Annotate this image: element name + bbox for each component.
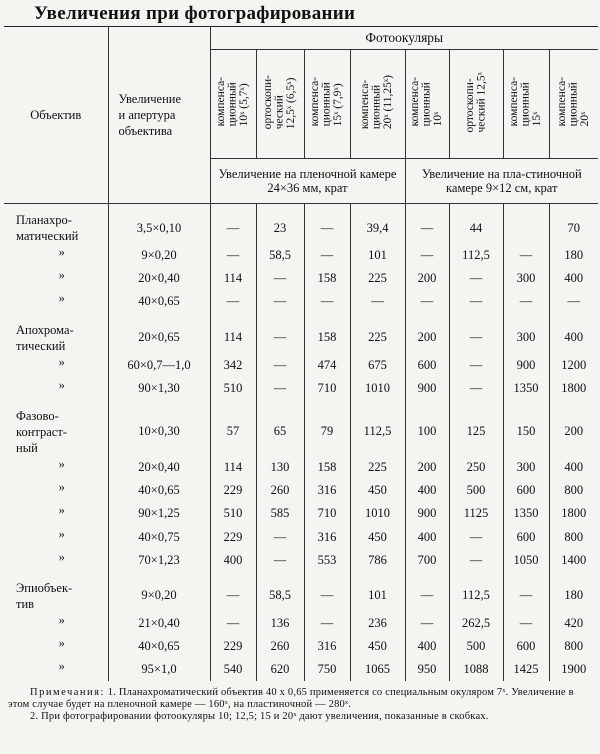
value-cell: 44 <box>449 212 503 244</box>
value-cell: 786 <box>350 549 405 572</box>
value-cell: 675 <box>350 354 405 377</box>
magnification-header: Увеличение и апертура объектива <box>108 27 210 204</box>
magnification-cell: 21×0,40 <box>108 612 210 635</box>
table-body <box>4 204 598 682</box>
value-cell: 1010 <box>350 377 405 400</box>
value-cell: 316 <box>304 526 350 549</box>
value-cell: 500 <box>449 479 503 502</box>
value-cell: 1050 <box>503 549 549 572</box>
value-cell: 130 <box>256 456 304 479</box>
magnification-cell: 60×0,7—1,0 <box>108 354 210 377</box>
value-cell: — <box>449 354 503 377</box>
value-cell <box>503 212 549 244</box>
value-cell: 65 <box>256 408 304 456</box>
magnification-cell: 20×0,40 <box>108 267 210 290</box>
magnification-table <box>4 26 598 681</box>
table-row <box>4 658 598 681</box>
eyepiece-col-label: ортоскопи- ческий 12,5ˣ (6,5ˣ) <box>261 74 297 130</box>
value-cell: 800 <box>564 529 584 544</box>
value-cell: 585 <box>256 502 304 525</box>
value-cell: 600 <box>503 479 549 502</box>
objective-name: Планахро- матический <box>4 212 108 244</box>
value-cell: 200 <box>405 456 449 479</box>
value-cell: 1065 <box>350 658 405 681</box>
magnification-cell: 20×0,65 <box>108 322 210 354</box>
magnification-cell: 20×0,40 <box>108 456 210 479</box>
value-cell: 125 <box>449 408 503 456</box>
value-cell: 900 <box>405 377 449 400</box>
value-cell: 450 <box>350 635 405 658</box>
value-cell: 300 <box>503 322 549 354</box>
value-cell: 800 <box>564 483 584 498</box>
value-cell: 900 <box>503 354 549 377</box>
value-cell: 136 <box>256 612 304 635</box>
value-cell: 950 <box>405 658 449 681</box>
value-cell: — <box>256 549 304 572</box>
eyepiece-col-label: компенса- ционный 15ˣ <box>507 77 543 127</box>
value-cell: — <box>405 290 449 313</box>
value-cell: 101 <box>350 244 405 267</box>
value-cell: — <box>405 212 449 244</box>
value-cell: 400 <box>210 549 256 572</box>
magnification-cell: 90×1,30 <box>108 377 210 400</box>
value-cell: 58,5 <box>256 244 304 267</box>
magnification-cell: 40×0,75 <box>108 526 210 549</box>
value-cell: — <box>304 290 350 313</box>
ditto-mark: » <box>4 290 108 313</box>
value-cell: 23 <box>256 212 304 244</box>
eyepiece-col-label: ортоскопи- ческий 12,5ˣ <box>463 71 487 133</box>
value-cell: 112,5 <box>350 408 405 456</box>
table-row <box>4 354 598 377</box>
value-cell: 1425 <box>503 658 549 681</box>
value-cell: — <box>304 580 350 612</box>
magnification-cell: 3,5×0,10 <box>108 212 210 244</box>
value-cell: — <box>210 244 256 267</box>
value-cell: 1200 <box>561 357 587 372</box>
table-row <box>4 322 598 354</box>
magnification-cell: 40×0,65 <box>108 290 210 313</box>
value-cell: 400 <box>405 526 449 549</box>
table-row <box>4 244 598 267</box>
value-cell: 500 <box>449 635 503 658</box>
value-cell: 158 <box>304 456 350 479</box>
magnification-cell: 90×1,25 <box>108 502 210 525</box>
film-camera-header: Увеличение на пленочной камере 24×36 мм, крат <box>210 159 405 204</box>
table-row <box>4 549 598 572</box>
eyepiece-col-label: компенса- ционный 10ˣ <box>408 77 444 127</box>
value-cell: 112,5 <box>449 244 503 267</box>
eyepiece-col-label: компенса- ционный 20ˣ (11,25ˣ) <box>359 74 395 130</box>
table-row <box>4 212 598 244</box>
value-cell: 114 <box>210 267 256 290</box>
ditto-mark: » <box>4 244 108 267</box>
value-cell: 1350 <box>503 502 549 525</box>
value-cell: — <box>405 244 449 267</box>
value-cell: 225 <box>350 456 405 479</box>
table-row <box>4 290 598 313</box>
value-cell: 225 <box>350 322 405 354</box>
eyepiece-col-header <box>405 50 449 159</box>
value-cell: 474 <box>304 354 350 377</box>
value-cell: — <box>256 290 304 313</box>
value-cell: — <box>256 526 304 549</box>
value-cell: 1088 <box>449 658 503 681</box>
value-cell: 200 <box>405 267 449 290</box>
value-cell: — <box>449 526 503 549</box>
value-cell: — <box>256 322 304 354</box>
value-cell: 400 <box>564 460 584 475</box>
magnification-cell: 70×1,23 <box>108 549 210 572</box>
value-cell: — <box>405 580 449 612</box>
value-cell: 260 <box>256 479 304 502</box>
value-cell: — <box>210 212 256 244</box>
magnification-cell: 40×0,65 <box>108 479 210 502</box>
value-cell: 600 <box>503 526 549 549</box>
value-cell: 100 <box>405 408 449 456</box>
value-cell: — <box>567 294 580 309</box>
value-cell: 114 <box>210 456 256 479</box>
value-cell: 180 <box>564 248 584 263</box>
value-cell: 510 <box>210 377 256 400</box>
value-cell: 1800 <box>561 506 587 521</box>
value-cell: 229 <box>210 479 256 502</box>
value-cell: — <box>256 267 304 290</box>
value-cell: 1400 <box>561 552 587 567</box>
value-cell: 112,5 <box>449 580 503 612</box>
value-cell: 1010 <box>350 502 405 525</box>
objective-name: Апохрома- тический <box>4 322 108 354</box>
value-cell: 316 <box>304 635 350 658</box>
eyepiece-col-header <box>549 50 598 159</box>
value-cell: 70 <box>567 220 580 235</box>
eyepiece-col-label: компенса- ционный 10ˣ (5,7ˣ) <box>214 77 250 127</box>
value-cell: 250 <box>449 456 503 479</box>
value-cell: 229 <box>210 635 256 658</box>
value-cell: 1800 <box>561 380 587 395</box>
value-cell: 1125 <box>449 502 503 525</box>
value-cell: 800 <box>564 639 584 654</box>
value-cell: — <box>503 580 549 612</box>
eyepiece-col-header <box>350 50 405 159</box>
magnification-cell: 40×0,65 <box>108 635 210 658</box>
value-cell: — <box>256 377 304 400</box>
value-cell: 600 <box>503 635 549 658</box>
ditto-mark: » <box>4 635 108 658</box>
value-cell: — <box>503 290 549 313</box>
eyepiece-col-header <box>304 50 350 159</box>
value-cell: — <box>503 244 549 267</box>
value-cell: 225 <box>350 267 405 290</box>
value-cell: 710 <box>304 502 350 525</box>
value-cell: — <box>210 290 256 313</box>
ditto-mark: » <box>4 377 108 400</box>
value-cell: 236 <box>350 612 405 635</box>
value-cell: 158 <box>304 322 350 354</box>
value-cell: 39,4 <box>350 212 405 244</box>
notes <box>8 687 596 724</box>
ditto-mark: » <box>4 456 108 479</box>
value-cell: — <box>350 290 405 313</box>
ditto-mark: » <box>4 267 108 290</box>
value-cell: 158 <box>304 267 350 290</box>
value-cell: — <box>210 580 256 612</box>
group-gap <box>4 204 598 213</box>
ditto-mark: » <box>4 612 108 635</box>
objective-name: Фазово- контраст- ный <box>4 408 108 456</box>
eyepieces-header: Фотоокуляры <box>210 27 598 50</box>
group-gap <box>4 400 598 408</box>
value-cell: 700 <box>405 549 449 572</box>
value-cell: 229 <box>210 526 256 549</box>
value-cell: — <box>210 612 256 635</box>
eyepiece-col-header <box>449 50 503 159</box>
value-cell: 400 <box>564 271 584 286</box>
value-cell: 900 <box>405 502 449 525</box>
table-row <box>4 377 598 400</box>
value-cell: — <box>405 612 449 635</box>
eyepiece-col-header <box>503 50 549 159</box>
notes-label: Примечания: <box>30 687 105 698</box>
group-gap <box>4 572 598 580</box>
table-row <box>4 502 598 525</box>
value-cell: 1350 <box>503 377 549 400</box>
eyepiece-col-header <box>256 50 304 159</box>
value-cell: 200 <box>564 424 584 439</box>
value-cell: 600 <box>405 354 449 377</box>
value-cell: 540 <box>210 658 256 681</box>
value-cell: — <box>256 354 304 377</box>
value-cell: — <box>449 377 503 400</box>
value-cell: 300 <box>503 456 549 479</box>
value-cell: 260 <box>256 635 304 658</box>
value-cell: 450 <box>350 526 405 549</box>
ditto-mark: » <box>4 502 108 525</box>
ditto-mark: » <box>4 658 108 681</box>
objective-header: Объектив <box>4 27 108 204</box>
ditto-mark: » <box>4 526 108 549</box>
value-cell: 262,5 <box>449 612 503 635</box>
value-cell: 710 <box>304 377 350 400</box>
value-cell: — <box>304 612 350 635</box>
value-cell: 400 <box>405 479 449 502</box>
objective-name: Эпиобъек- тив <box>4 580 108 612</box>
value-cell: 400 <box>405 635 449 658</box>
page-title: Увеличения при фотографировании <box>34 3 356 24</box>
ditto-mark: » <box>4 479 108 502</box>
value-cell: 79 <box>304 408 350 456</box>
value-cell: 200 <box>405 322 449 354</box>
value-cell: 553 <box>304 549 350 572</box>
value-cell: 400 <box>564 330 584 345</box>
table-row <box>4 267 598 290</box>
value-cell: 750 <box>304 658 350 681</box>
table-row <box>4 408 598 456</box>
value-cell: — <box>449 267 503 290</box>
value-cell: 510 <box>210 502 256 525</box>
value-cell: 180 <box>564 588 584 603</box>
value-cell: 101 <box>350 580 405 612</box>
magnification-cell: 10×0,30 <box>108 408 210 456</box>
magnification-cell: 9×0,20 <box>108 244 210 267</box>
value-cell: 58,5 <box>256 580 304 612</box>
value-cell: 316 <box>304 479 350 502</box>
table-row <box>4 479 598 502</box>
magnification-cell: 9×0,20 <box>108 580 210 612</box>
table-row <box>4 580 598 612</box>
value-cell: — <box>304 244 350 267</box>
note-1: 1. Планахроматический объектив 40 x 0,65 применяется со специальным окуляром 7ˣ. Увеличение в этом случае будет на пленочной камере — 160ˣ, на пластиночной — 280ˣ. <box>8 687 574 711</box>
table-row <box>4 526 598 549</box>
value-cell: — <box>449 322 503 354</box>
value-cell: 150 <box>503 408 549 456</box>
value-cell: — <box>304 212 350 244</box>
plate-camera-header: Увеличение на пла-стиночной камере 9×12 см, крат <box>421 167 582 195</box>
ditto-mark: » <box>4 549 108 572</box>
value-cell: 450 <box>350 479 405 502</box>
eyepiece-col-label: компенса- ционный 20ˣ <box>555 77 591 127</box>
group-gap <box>4 314 598 322</box>
value-cell: — <box>449 290 503 313</box>
value-cell: 342 <box>210 354 256 377</box>
note-2: 2. При фотографировании фотоокуляры 10; 12,5; 15 и 20ˣ дают увеличения, показанные в скобках. <box>30 711 489 723</box>
value-cell: 57 <box>210 408 256 456</box>
value-cell: — <box>503 612 549 635</box>
value-cell: — <box>449 549 503 572</box>
eyepiece-col-label: компенса- ционный 15ˣ (7,9ˣ) <box>308 77 344 127</box>
value-cell: 1900 <box>561 662 587 677</box>
table-row <box>4 635 598 658</box>
table-row <box>4 456 598 479</box>
value-cell: 420 <box>564 615 584 630</box>
eyepiece-col-header <box>210 50 256 159</box>
value-cell: 114 <box>210 322 256 354</box>
magnification-cell: 95×1,0 <box>108 658 210 681</box>
table-row <box>4 612 598 635</box>
value-cell: 300 <box>503 267 549 290</box>
value-cell: 620 <box>256 658 304 681</box>
ditto-mark: » <box>4 354 108 377</box>
